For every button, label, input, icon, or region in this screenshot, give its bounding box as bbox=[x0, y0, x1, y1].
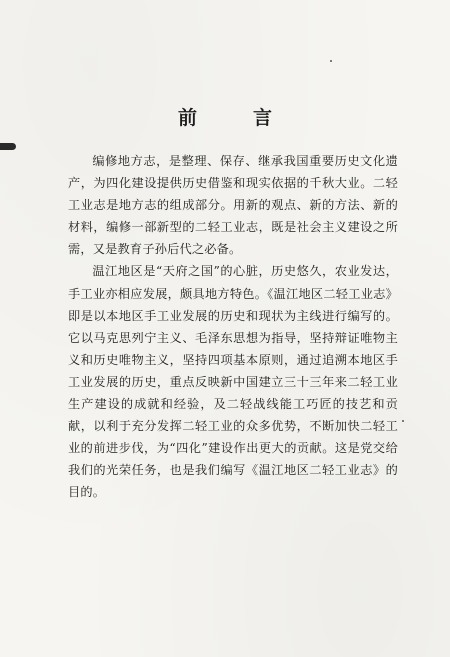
scan-speck bbox=[330, 60, 332, 62]
title-char: 言 bbox=[253, 107, 273, 129]
scan-speck bbox=[402, 420, 404, 422]
preface-body bbox=[68, 150, 398, 504]
paragraph: 温江地区是“天府之国”的心脏，历史悠久，农业发达，手工业亦相应发展，颇具地方特色。《温江地区二轻工业志》即是以本地区手工业发展的历史和现状为主线进行编写的。它以马克思列宁主义、毛泽东思想为指导，坚持辩证唯物主义和历史唯物主义，坚持四项基本原则，通过追溯本地区手工业发展的历史，重点反映新中国建立三十三年来二轻工业生产建设的成就和经验，及二轻战线能工巧匠的技艺和贡献，以利于充分发挥二轻工业的众多优势，不断加快二轻工业的前进步伐，为“四化”建设作出更大的贡献。这是党交给我们的光荣任务，也是我们编写《温江地区二轻工业志》的目的。 bbox=[68, 264, 398, 500]
page-title bbox=[0, 103, 450, 130]
scan-margin-mark bbox=[0, 143, 16, 150]
paragraph: 编修地方志，是整理、保存、继承我国重要历史文化遗产，为四化建设提供历史借鉴和现实依据的千秋大业。二轻工业志是地方志的组成部分。用新的观点、新的方法、新的材料，编修一部新型的二轻工业志，既是社会主义建设之所需，又是教育子孙后代之必备。 bbox=[68, 154, 398, 257]
title-char: 前 bbox=[177, 107, 197, 129]
